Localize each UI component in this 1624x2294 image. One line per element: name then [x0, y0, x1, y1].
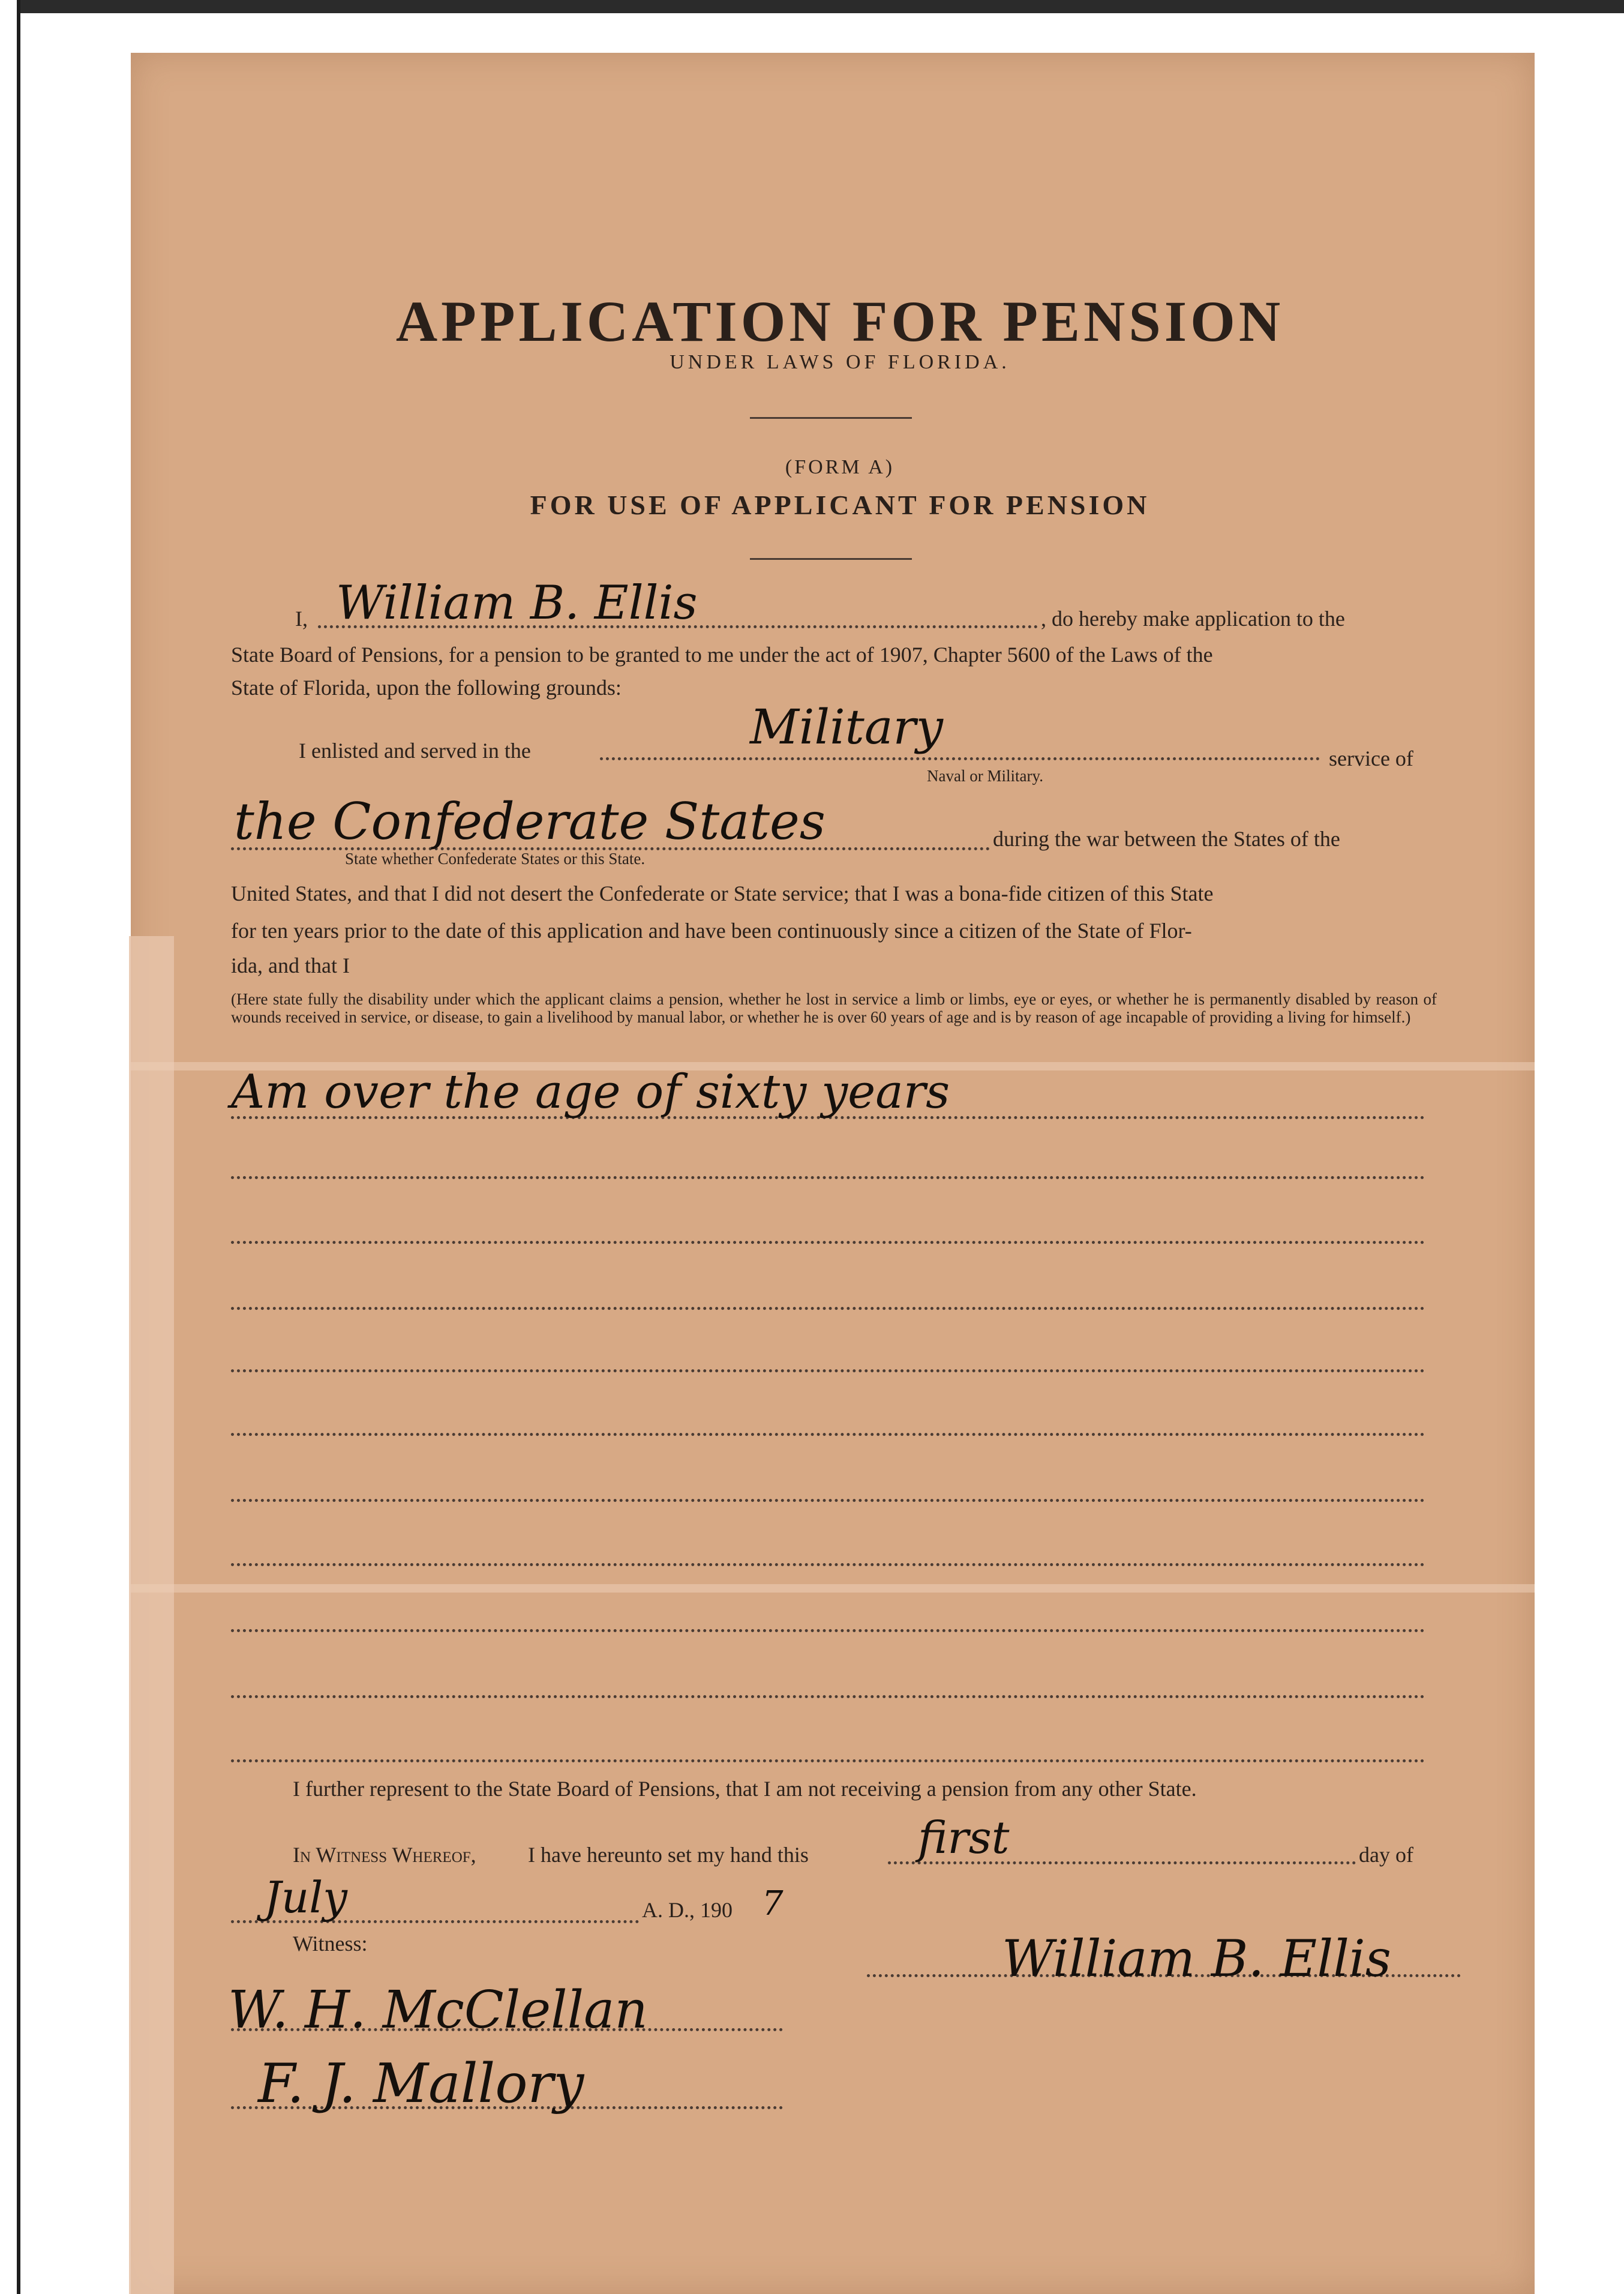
witness-signature-2: F. J. Mallory — [258, 2052, 584, 2115]
state-hint: State whether Confederate States or this State. — [345, 850, 646, 868]
paper-repair-strip — [129, 936, 174, 2294]
scan-top-border — [0, 0, 1624, 13]
state-suffix: during the war between the States of the — [993, 827, 1340, 851]
answer-line — [231, 1695, 1425, 1698]
divider — [750, 417, 912, 419]
document-title: APPLICATION FOR PENSION — [395, 289, 1284, 353]
enlisted-suffix: service of — [1329, 746, 1413, 770]
p1-line2: State Board of Pensions, for a pension to be granted to me under the act of 1907, Chapter 5600 of the Laws of the — [231, 643, 1213, 667]
fold-crease — [131, 1584, 1535, 1593]
use-heading: FOR USE OF APPLICANT FOR PENSION — [530, 490, 1150, 520]
witness-label: Witness: — [293, 1932, 368, 1956]
applicant-signature: William B. Ellis — [1002, 1929, 1391, 1988]
enlisted-hint: Naval or Military. — [927, 767, 1043, 785]
p1-prefix: I, — [295, 607, 308, 631]
p2-line2: for ten years prior to the date of this application and have been continuously since a citizen of the State of Flor- — [231, 919, 1192, 943]
disability-answer: Am over the age of sixty years — [231, 1065, 950, 1119]
service-blank — [600, 757, 1320, 760]
witness-mid: I have hereunto set my hand this — [528, 1843, 809, 1867]
state-served: the Confederate States — [234, 792, 825, 851]
answer-line — [231, 1176, 1425, 1179]
answer-line — [231, 1241, 1425, 1244]
answer-line — [231, 1433, 1425, 1436]
further-statement: I further represent to the State Board of Pensions, that I am not receiving a pension from any other State. — [293, 1777, 1197, 1801]
answer-line — [231, 1369, 1425, 1372]
signed-year-digit: 7 — [762, 1884, 784, 1923]
service-type: Military — [750, 699, 943, 755]
answer-line — [231, 1563, 1425, 1566]
disability-note: (Here state fully the disability under which the applicant claims a pension, whether he lost in service a limb or limbs, eye or eyes, or whether he is permanently disabled by reason of wounds received in service, or disease, to gain a livelihood by manual labor, or whether he is over 60 years of age and is by reason of age incapable of providing a living for himself.) — [231, 990, 1437, 1026]
scan-left-border — [0, 0, 20, 2294]
applicant-name: William B. Ellis — [336, 576, 698, 630]
p2-line3: ida, and that I — [231, 953, 350, 977]
witness-signature-1: W. H. McClellan — [228, 1980, 648, 2040]
document-subtitle: UNDER LAWS OF FLORIDA. — [670, 351, 1010, 373]
ad-label: A. D., 190 — [642, 1898, 733, 1922]
witness-prefix: In Witness Whereof, — [293, 1843, 476, 1867]
signed-month: July — [264, 1872, 347, 1923]
answer-line — [231, 1499, 1425, 1502]
answer-line — [231, 1759, 1425, 1762]
form-id: (FORM A) — [785, 456, 895, 478]
p2-line1: United States, and that I did not desert the Confederate or State service; that I was a bona-fide citizen of this State — [231, 881, 1214, 905]
answer-line — [231, 1629, 1425, 1632]
p1-line3: State of Florida, upon the following grounds: — [231, 676, 622, 700]
divider — [750, 558, 912, 560]
enlisted-prefix: I enlisted and served in the — [299, 739, 531, 763]
answer-line — [231, 1307, 1425, 1310]
p1-suffix: , do hereby make application to the — [1041, 607, 1345, 631]
signed-day: first — [918, 1812, 1010, 1864]
witness-day-label: day of — [1359, 1843, 1413, 1867]
